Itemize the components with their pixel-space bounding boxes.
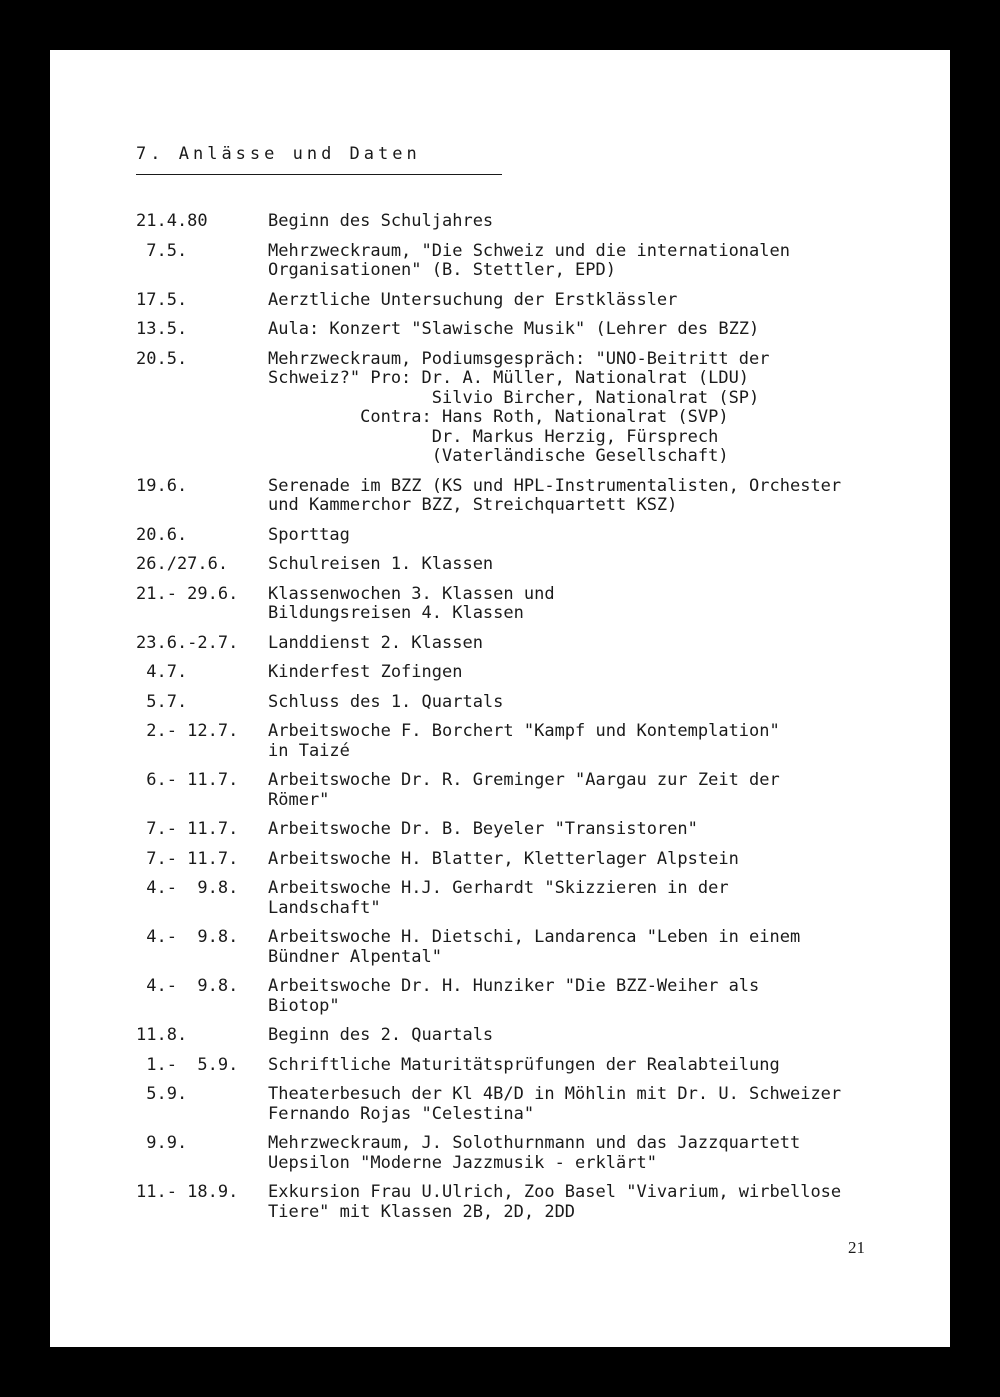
event-entry bbox=[136, 928, 916, 967]
event-description: Klassenwochen 3. Klassen und Bildungsreisen 4. Klassen bbox=[268, 583, 555, 623]
event-date: 5.7. bbox=[136, 691, 188, 712]
event-entry bbox=[136, 291, 916, 311]
event-date: 4.7. bbox=[136, 662, 188, 682]
event-date: 2.- 12.7. bbox=[136, 721, 239, 741]
section-number: 7. bbox=[136, 144, 165, 164]
event-entry bbox=[136, 1026, 916, 1046]
event-date: 1.- 5.9. bbox=[136, 1054, 239, 1075]
event-date: 11.- 18.9. bbox=[136, 1182, 239, 1202]
event-description: Exkursion Frau U.Ulrich, Zoo Basel "Vivarium, wirbellose Tiere" mit Klassen 2B, 2D, 2DD bbox=[268, 1182, 842, 1222]
event-description: Aerztliche Untersuchung der Erstklässler bbox=[268, 289, 678, 310]
event-description: Arbeitswoche H. Blatter, Kletterlager Alpstein bbox=[268, 848, 739, 869]
event-entry bbox=[136, 242, 916, 281]
event-description: Mehrzweckraum, J. Solothurnmann und das Jazzquartett Uepsilon "Moderne Jazzmusik - erklärt" bbox=[268, 1133, 801, 1173]
event-date: 20.6. bbox=[136, 524, 188, 545]
event-date: 21.4.80 bbox=[136, 211, 208, 231]
event-description: Mehrzweckraum, "Die Schweiz und die internationalen Organisationen" (B. Stettler, EPD) bbox=[268, 240, 790, 280]
event-date: 7.- 11.7. bbox=[136, 819, 239, 839]
event-date: 19.6. bbox=[136, 475, 188, 496]
event-entry bbox=[136, 585, 916, 624]
event-entry bbox=[136, 477, 916, 516]
event-description: Schulreisen 1. Klassen bbox=[268, 554, 494, 574]
heading-underline bbox=[136, 174, 502, 175]
event-date: 4.- 9.8. bbox=[136, 976, 239, 996]
event-entry bbox=[136, 320, 916, 340]
event-entry bbox=[136, 693, 916, 713]
event-entry bbox=[136, 212, 916, 232]
event-entry bbox=[136, 1085, 916, 1124]
event-description: Arbeitswoche Dr. R. Greminger "Aargau zur Zeit der Römer" bbox=[268, 770, 780, 810]
event-entry bbox=[136, 771, 916, 810]
event-description: Mehrzweckraum, Podiumsgespräch: "UNO-Beitritt der Schweiz?" Pro: Dr. A. Müller, Nationalrat (LDU) Silvio Bircher, Nationalrat (SP) Contra: Hans Roth, Nationalrat (SVP) Dr. Markus Herzig, Fürsprech (Vaterländische Gesellschaft) bbox=[268, 348, 770, 466]
event-description: Landdienst 2. Klassen bbox=[268, 632, 483, 653]
event-description: Sporttag bbox=[268, 524, 350, 545]
event-date: 5.9. bbox=[136, 1084, 188, 1104]
event-description: Arbeitswoche H.J. Gerhardt "Skizzieren in der Landschaft" bbox=[268, 878, 729, 918]
event-description: Serenade im BZZ (KS und HPL-Instrumentalisten, Orchester und Kammerchor BZZ, Streichquartett KSZ) bbox=[268, 475, 842, 515]
event-description: Kinderfest Zofingen bbox=[268, 662, 463, 682]
event-date: 9.9. bbox=[136, 1133, 188, 1153]
page-number: 21 bbox=[848, 1238, 865, 1257]
event-entry bbox=[136, 977, 916, 1016]
event-description: Arbeitswoche F. Borchert "Kampf und Kontemplation" in Taizé bbox=[268, 721, 780, 761]
event-date: 6.- 11.7. bbox=[136, 770, 239, 790]
event-date: 4.- 9.8. bbox=[136, 927, 239, 947]
event-entry bbox=[136, 350, 916, 467]
event-date: 21.- 29.6. bbox=[136, 583, 239, 604]
event-description: Beginn des 2. Quartals bbox=[268, 1025, 494, 1045]
event-date: 7.5. bbox=[136, 240, 188, 261]
event-description: Aula: Konzert "Slawische Musik" (Lehrer des BZZ) bbox=[268, 319, 760, 339]
event-date: 4.- 9.8. bbox=[136, 878, 239, 898]
event-entry bbox=[136, 1183, 916, 1222]
event-description: Schriftliche Maturitätsprüfungen der Realabteilung bbox=[268, 1054, 780, 1075]
section-title: Anlässe und Daten bbox=[178, 144, 421, 164]
event-entry bbox=[136, 526, 916, 546]
event-date: 13.5. bbox=[136, 319, 188, 339]
event-entry bbox=[136, 663, 916, 683]
event-entry bbox=[136, 879, 916, 918]
event-description: Arbeitswoche Dr. B. Beyeler "Transistoren" bbox=[268, 819, 698, 839]
event-entry bbox=[136, 555, 916, 575]
event-entry bbox=[136, 1056, 916, 1076]
event-entry bbox=[136, 722, 916, 761]
event-entry bbox=[136, 820, 916, 840]
event-entry bbox=[136, 1134, 916, 1173]
event-date: 20.5. bbox=[136, 348, 188, 369]
event-date: 17.5. bbox=[136, 289, 188, 310]
event-date: 23.6.-2.7. bbox=[136, 632, 239, 653]
event-date: 26./27.6. bbox=[136, 554, 229, 574]
event-list bbox=[136, 212, 916, 1232]
event-description: Theaterbesuch der Kl 4B/D in Möhlin mit Dr. U. Schweizer Fernando Rojas "Celestina" bbox=[268, 1084, 842, 1124]
event-description: Arbeitswoche H. Dietschi, Landarenca "Leben in einem Bündner Alpental" bbox=[268, 927, 801, 967]
event-description: Beginn des Schuljahres bbox=[268, 211, 494, 231]
event-description: Arbeitswoche Dr. H. Hunziker "Die BZZ-Weiher als Biotop" bbox=[268, 976, 760, 1016]
event-entry bbox=[136, 634, 916, 654]
event-date: 11.8. bbox=[136, 1025, 188, 1045]
event-date: 7.- 11.7. bbox=[136, 848, 239, 869]
document-page bbox=[50, 50, 950, 1347]
event-entry bbox=[136, 850, 916, 870]
event-description: Schluss des 1. Quartals bbox=[268, 691, 504, 712]
section-heading bbox=[136, 144, 421, 164]
